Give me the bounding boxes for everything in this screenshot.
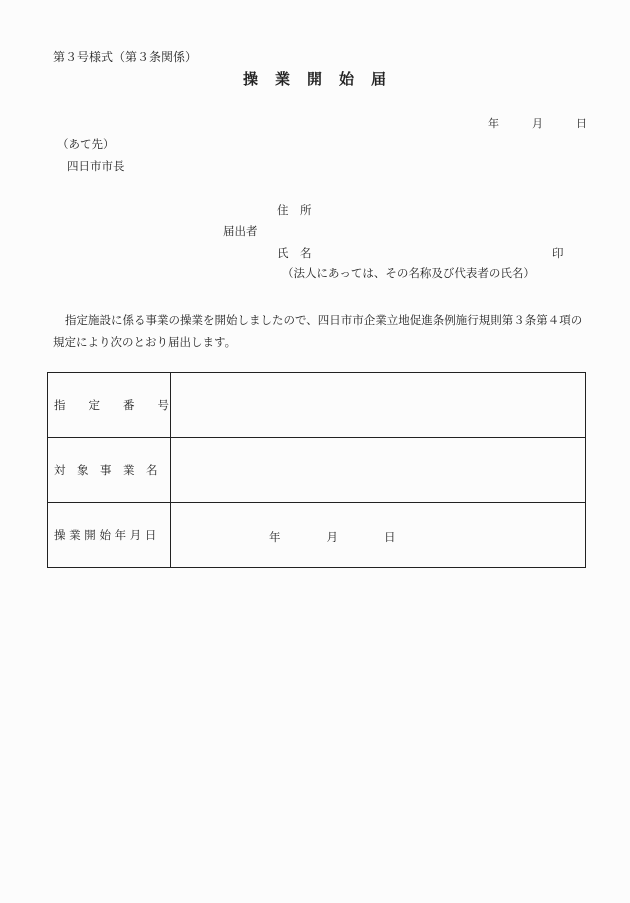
corporation-note: （法人にあっては、その名称及び代表者の氏名） (282, 266, 535, 280)
table-row (48, 438, 586, 503)
table-row-label: 指 定 番 号 (48, 373, 171, 438)
submission-date: 年 月 日 (488, 117, 587, 130)
addressee-note: （あて先） (57, 137, 115, 151)
seal-mark: 印 (552, 246, 564, 260)
address-label: 住 所 (277, 203, 312, 217)
form-number: 第３号様式（第３条関係） (53, 50, 198, 64)
addressee-name: 四日市市長 (67, 159, 125, 173)
document-title: 操 業 開 始 届 (243, 70, 388, 88)
start-date-field[interactable] (171, 503, 586, 568)
business-name-field[interactable] (171, 438, 586, 503)
notifier-label: 届出者 (223, 224, 258, 238)
table-row-label: 対 象 事 業 名 (48, 438, 171, 503)
designation-number-field[interactable] (171, 373, 586, 438)
table-row-value: 年 月 日 (269, 530, 396, 544)
body-paragraph (53, 309, 583, 353)
notification-table (47, 372, 586, 568)
table-row-label: 操 業 開 始 年 月 日 (48, 503, 171, 568)
body-text: 指定施設に係る事業の操業を開始しましたので、四日市市企業立地促進条例施行規則第３条第４項の規定により次のとおり届出します。 (53, 313, 583, 349)
table-row (48, 373, 586, 438)
table-row (48, 503, 586, 568)
name-label: 氏 名 (277, 246, 312, 260)
